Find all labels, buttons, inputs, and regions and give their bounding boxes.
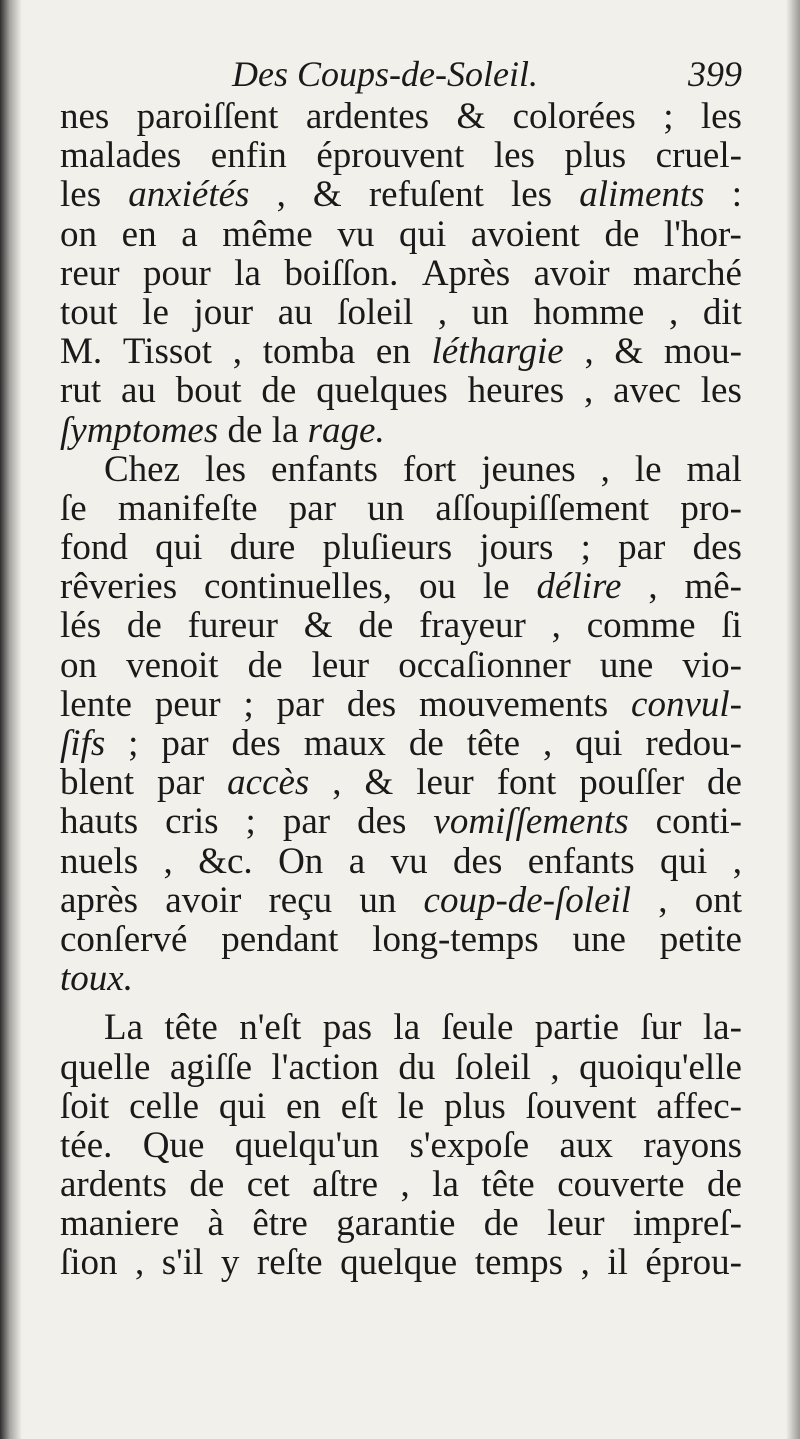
text-line: nuels , &c. On a vu des enfants qui , <box>60 840 742 882</box>
text-line: La tête n'eſt pas la ſeule partie ſur la- <box>104 1007 742 1049</box>
body-text <box>60 97 742 1283</box>
text-line: rêveries continuelles, ou le délire , mê- <box>60 566 742 608</box>
text-line: fond qui dure pluſieurs jours ; par des <box>60 527 742 569</box>
text-line: lés de fureur & de frayeur , comme ſi <box>60 605 742 647</box>
text-line: hauts cris ; par des vomiſſements conti- <box>60 801 742 843</box>
running-head: Des Coups-de-Soleil. <box>232 54 538 94</box>
text-line: ardents de cet aſtre , la tête couverte de <box>60 1164 742 1206</box>
text-line: rut au bout de quelques heures , avec les <box>60 370 742 412</box>
text-line: M. Tissot , tomba en léthargie , & mou- <box>60 331 742 373</box>
text-line: tée. Que quelqu'un s'expoſe aux rayons <box>60 1124 742 1166</box>
page-gutter-shadow <box>0 0 22 1439</box>
text-line: ſymptomes de la rage. <box>60 409 385 451</box>
page-edge-shadow <box>786 0 800 1439</box>
text-line: maniere à être garantie de leur impreſ- <box>60 1203 742 1245</box>
text-line: on venoit de leur occaſionner une vio- <box>60 644 742 686</box>
text-line: malades enfin éprouvent les plus cruel- <box>60 135 742 177</box>
text-line: après avoir reçu un coup-de-ſoleil , ont <box>60 879 742 921</box>
text-line: tout le jour au ſoleil , un homme , dit <box>60 291 742 333</box>
text-line: nes paroiſſent ardentes & colorées ; les <box>60 96 742 137</box>
text-line: ſifs ; par des maux de tête , qui redou- <box>60 723 742 764</box>
text-line: ſoit celle qui en eſt le plus ſouvent affec- <box>60 1085 742 1127</box>
text-line: blent par accès , & leur font pouſſer de <box>60 762 742 804</box>
text-line: ſe manifeſte par un aſſoupiſſement pro- <box>60 487 742 529</box>
text-line: lente peur ; par des mouvements convul- <box>60 683 742 725</box>
text-line: les anxiétés , & refuſent les aliments : <box>60 174 742 216</box>
text-line: toux. <box>60 958 133 1000</box>
text-line: conſervé pendant long-temps une petite <box>60 918 742 960</box>
page-number: 399 <box>688 54 742 94</box>
text-line: on en a même vu qui avoient de l'hor- <box>60 213 742 255</box>
text-line: Chez les enfants fort jeunes , le mal <box>104 448 742 490</box>
text-line: quelle agiſſe l'action du ſoleil , quoiqu'elle <box>60 1046 742 1088</box>
text-line: ſion , s'il y reſte quelque temps , il éprou- <box>60 1242 742 1284</box>
text-line: reur pour la boiſſon. Après avoir marché <box>60 252 742 294</box>
page-header <box>60 52 742 102</box>
